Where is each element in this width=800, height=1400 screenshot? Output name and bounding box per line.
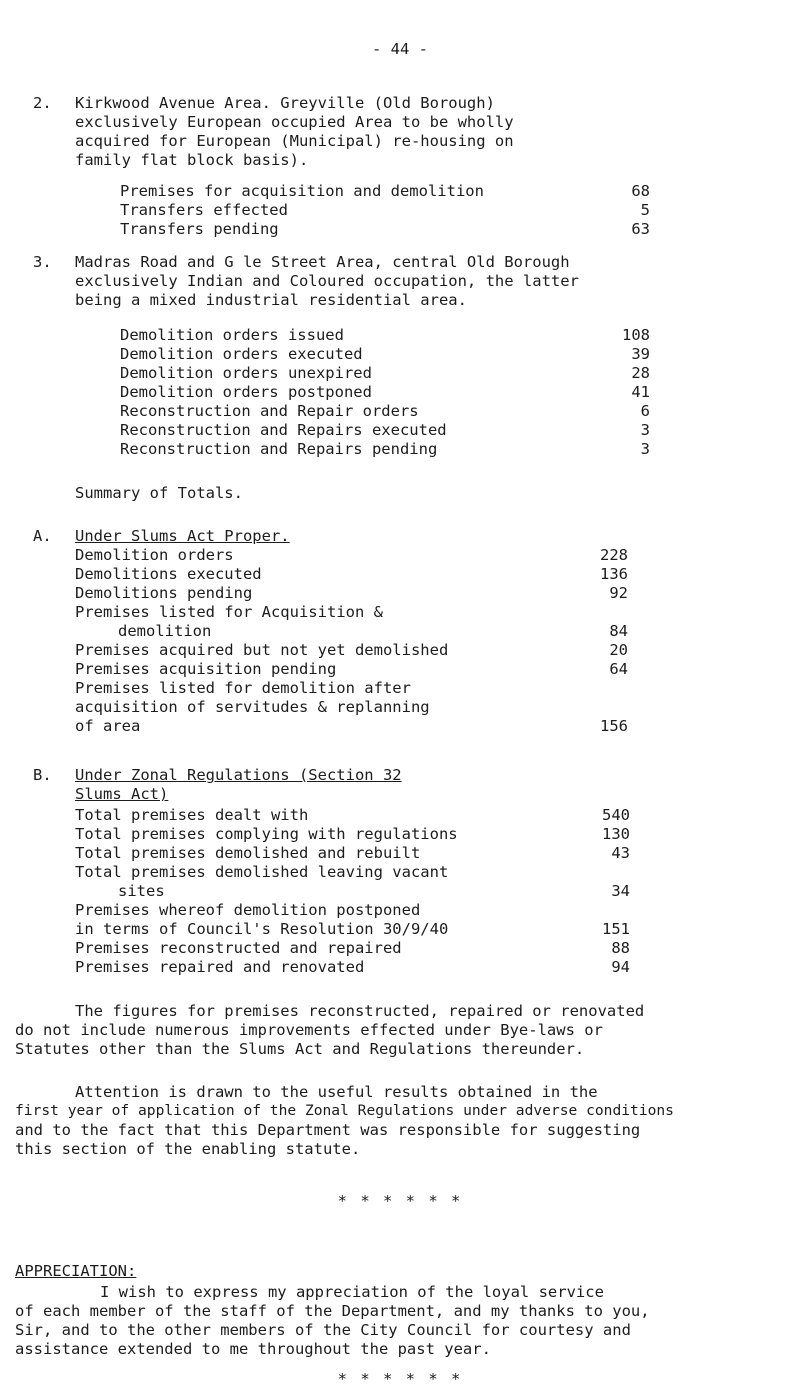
section-3-row-value: 39 — [631, 345, 650, 363]
section-a-row-label: of area — [75, 717, 141, 735]
section-3-line-1: Madras Road and G le Street Area, central Old Borough — [75, 253, 570, 271]
section-b-row-value: 151 — [602, 920, 630, 938]
paragraph-1-line: do not include numerous improvements effected under Bye-laws or — [15, 1021, 603, 1039]
section-3-label: 3. — [33, 253, 52, 271]
section-a-row-label: Premises acquisition pending — [75, 660, 337, 678]
section-b-row-value: 130 — [602, 825, 630, 843]
section-3-row-value: 3 — [640, 440, 650, 458]
section-a-row-label: Demolition orders — [75, 546, 234, 564]
paragraph-2-line: this section of the enabling statute. — [15, 1140, 361, 1158]
section-b-row-label: Total premises demolished and rebuilt — [75, 844, 421, 862]
paragraph-1-line: Statutes other than the Slums Act and Regulations thereunder. — [15, 1040, 585, 1058]
section-a-row-value: 64 — [609, 660, 628, 678]
section-b-row-label: Premises reconstructed and repaired — [75, 939, 402, 957]
section-3-row-value: 6 — [640, 402, 650, 420]
separator: * * * * * * — [337, 1192, 463, 1210]
section-2-row-value: 63 — [631, 220, 650, 238]
section-3-row-label: Reconstruction and Repairs executed — [120, 421, 447, 439]
section-3-row-label: Demolition orders postponed — [120, 383, 372, 401]
section-3-row-value: 108 — [622, 326, 650, 344]
appreciation-line: I wish to express my appreciation of the loyal service — [100, 1283, 604, 1301]
section-b-label: B. — [33, 766, 52, 784]
section-a-row-label: acquisition of servitudes & replanning — [75, 698, 430, 716]
section-b-heading: Slums Act) — [75, 785, 169, 803]
section-b-row-value: 88 — [611, 939, 630, 957]
section-a-row-label: Premises listed for Acquisition & — [75, 603, 383, 621]
section-2-row-label: Transfers pending — [120, 220, 279, 238]
section-a-row-label: Premises listed for demolition after — [75, 679, 411, 697]
paragraph-2-line: and to the fact that this Department was responsible for suggesting — [15, 1121, 641, 1139]
section-3-line-3: being a mixed industrial residential area. — [75, 291, 467, 309]
section-b-heading: Under Zonal Regulations (Section 32 — [75, 766, 402, 784]
section-3-line-2: exclusively Indian and Coloured occupation, the latter — [75, 272, 579, 290]
section-2-line-2: exclusively European occupied Area to be wholly — [75, 113, 514, 131]
section-3-row-label: Demolition orders unexpired — [120, 364, 372, 382]
section-b-row-label: in terms of Council's Resolution 30/9/40 — [75, 920, 449, 938]
section-b-row-label: Total premises demolished leaving vacant — [75, 863, 449, 881]
summary-title: Summary of Totals. — [75, 484, 243, 502]
section-3-row-label: Demolition orders executed — [120, 345, 363, 363]
section-a-row-value: 156 — [600, 717, 628, 735]
section-3-row-value: 28 — [631, 364, 650, 382]
section-a-row-label: Premises acquired but not yet demolished — [75, 641, 449, 659]
section-b-row-label: sites — [118, 882, 165, 900]
section-b-row-value: 94 — [611, 958, 630, 976]
section-a-row-value: 20 — [609, 641, 628, 659]
section-a-row-label: Demolitions executed — [75, 565, 262, 583]
section-2-row-label: Transfers effected — [120, 201, 288, 219]
appreciation-heading: APPRECIATION: — [15, 1262, 137, 1280]
section-3-row-label: Demolition orders issued — [120, 326, 344, 344]
section-2-label: 2. — [33, 94, 52, 112]
section-b-row-value: 540 — [602, 806, 630, 824]
section-a-heading: Under Slums Act Proper. — [75, 527, 290, 545]
appreciation-line: of each member of the staff of the Department, and my thanks to you, — [15, 1302, 650, 1320]
page-number: - 44 - — [372, 40, 428, 58]
section-a-label: A. — [33, 527, 52, 545]
section-b-row-label: Premises whereof demolition postponed — [75, 901, 421, 919]
section-3-row-label: Reconstruction and Repair orders — [120, 402, 419, 420]
section-b-row-label: Total premises complying with regulations — [75, 825, 458, 843]
section-a-row-value: 136 — [600, 565, 628, 583]
section-2-row-value: 68 — [631, 182, 650, 200]
section-2-line-4: family flat block basis). — [75, 151, 309, 169]
section-3-row-label: Reconstruction and Repairs pending — [120, 440, 438, 458]
appreciation-line: assistance extended to me throughout the past year. — [15, 1340, 491, 1358]
section-2-row-value: 5 — [640, 201, 650, 219]
section-b-row-label: Premises repaired and renovated — [75, 958, 365, 976]
section-3-row-value: 3 — [640, 421, 650, 439]
section-3-row-value: 41 — [631, 383, 650, 401]
section-a-row-value: 228 — [600, 546, 628, 564]
paragraph-1-line: The figures for premises reconstructed, repaired or renovated — [75, 1002, 645, 1020]
section-a-row-value: 84 — [609, 622, 628, 640]
end-separator: * * * * * * — [337, 1370, 463, 1388]
paragraph-2-line: Attention is drawn to the useful results obtained in the — [75, 1083, 598, 1101]
section-b-row-value: 34 — [611, 882, 630, 900]
appreciation-line: Sir, and to the other members of the City Council for courtesy and — [15, 1321, 631, 1339]
section-b-row-value: 43 — [611, 844, 630, 862]
section-2-line-3: acquired for European (Municipal) re-housing on — [75, 132, 514, 150]
section-2-row-label: Premises for acquisition and demolition — [120, 182, 484, 200]
paragraph-2-line: first year of application of the Zonal Regulations under adverse conditions — [15, 1102, 674, 1119]
section-a-row-label: demolition — [118, 622, 212, 640]
section-a-row-value: 92 — [609, 584, 628, 602]
section-a-row-label: Demolitions pending — [75, 584, 253, 602]
section-b-row-label: Total premises dealt with — [75, 806, 309, 824]
section-2-line-1: Kirkwood Avenue Area. Greyville (Old Borough) — [75, 94, 495, 112]
